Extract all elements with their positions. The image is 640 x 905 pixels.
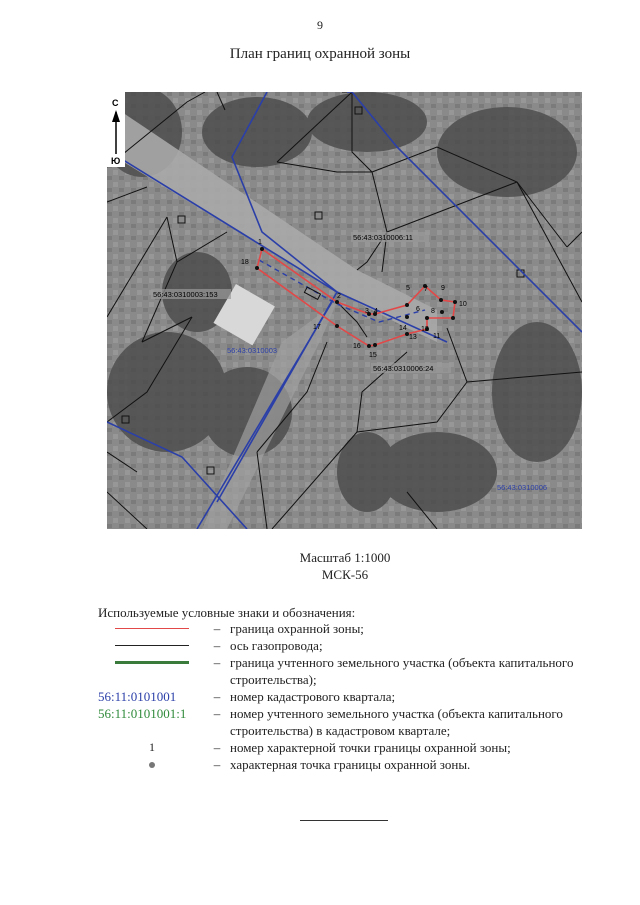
point-label-15: 15 bbox=[369, 352, 377, 359]
legend-text: характерная точка границы охранной зоны. bbox=[230, 757, 471, 772]
point-label-18: 18 bbox=[241, 259, 249, 266]
point-label-16: 16 bbox=[353, 343, 361, 350]
legend-item-point bbox=[98, 756, 598, 773]
legend-item-parcel-boundary bbox=[98, 654, 598, 688]
coordinate-system: МСК-56 bbox=[321, 567, 369, 582]
quarter-label-0006: 56:43:0310006 bbox=[497, 483, 548, 492]
point-label-9: 9 bbox=[441, 285, 445, 292]
green-line-symbol bbox=[115, 661, 189, 664]
parcel-label-11: 56:43:0310006:11 bbox=[353, 233, 413, 242]
parcel-number-sample: 56:11:0101001:1 bbox=[98, 706, 187, 721]
point-label-17: 17 bbox=[313, 324, 321, 331]
black-line-symbol bbox=[115, 645, 189, 646]
parcel-label-153: 56:43:0310003:153 bbox=[153, 290, 218, 299]
point-label-12: 12 bbox=[421, 326, 429, 333]
point-label-1: 1 bbox=[258, 239, 262, 246]
parcel-label-24: 56:43:0310006:24 bbox=[373, 364, 434, 373]
legend-dash: – bbox=[213, 740, 221, 755]
point-label-4: 4 bbox=[374, 308, 378, 315]
north-arrow bbox=[107, 92, 125, 167]
south-label: Ю bbox=[111, 156, 121, 166]
legend bbox=[98, 620, 598, 773]
point-label-14: 14 bbox=[399, 325, 407, 332]
red-line-symbol bbox=[115, 628, 189, 629]
scale-text: Масштаб 1:1000 bbox=[299, 550, 391, 565]
point-label-11: 11 bbox=[433, 333, 441, 340]
point-label-2: 2 bbox=[337, 293, 341, 300]
legend-text: граница охранной зоны; bbox=[230, 621, 364, 636]
quarter-number-sample: 56:11:0101001 bbox=[98, 689, 177, 704]
legend-dash: – bbox=[213, 757, 221, 772]
point-label-8: 8 bbox=[431, 308, 435, 315]
page-number: 9 bbox=[317, 18, 323, 32]
legend-dash: – bbox=[213, 638, 221, 653]
point-label-3: 3 bbox=[365, 308, 369, 315]
point-label-13: 13 bbox=[409, 334, 417, 341]
legend-text: номер характерной точки границы охранной зоны; bbox=[230, 740, 511, 755]
legend-text: граница учтенного земельного участка (объекта капитального строительства); bbox=[230, 655, 574, 687]
scale-block bbox=[0, 549, 640, 583]
legend-text: номер кадастрового квартала; bbox=[230, 689, 396, 704]
legend-dash: – bbox=[213, 706, 221, 721]
point-label-10: 10 bbox=[459, 301, 467, 308]
legend-item-parcel-number bbox=[98, 705, 598, 739]
point-symbol bbox=[149, 762, 155, 768]
point-label-6: 6 bbox=[416, 306, 420, 313]
legend-item-zone-boundary bbox=[98, 620, 598, 637]
north-label: С bbox=[112, 98, 119, 108]
point-label-5: 5 bbox=[406, 285, 410, 292]
legend-text: ось газопровода; bbox=[230, 638, 323, 653]
point-label-7: 7 bbox=[424, 286, 428, 293]
legend-heading: Используемые условные знаки и обозначения: bbox=[98, 605, 356, 620]
site-plan-map bbox=[107, 92, 582, 529]
legend-item-point-number bbox=[98, 739, 598, 756]
legend-dash: – bbox=[213, 655, 221, 670]
legend-dash: – bbox=[213, 689, 221, 704]
legend-item-pipeline-axis bbox=[98, 637, 598, 654]
page-title: План границ охранной зоны bbox=[229, 46, 411, 62]
point-number-sample: 1 bbox=[149, 740, 155, 754]
footer-line bbox=[300, 820, 388, 821]
legend-dash: – bbox=[213, 621, 221, 636]
quarter-label-0003: 56:43:0310003 bbox=[227, 346, 278, 355]
legend-item-quarter-number bbox=[98, 688, 598, 705]
legend-text: номер учтенного земельного участка (объекта капитального строительства) в кадастровом квартале; bbox=[230, 706, 563, 738]
